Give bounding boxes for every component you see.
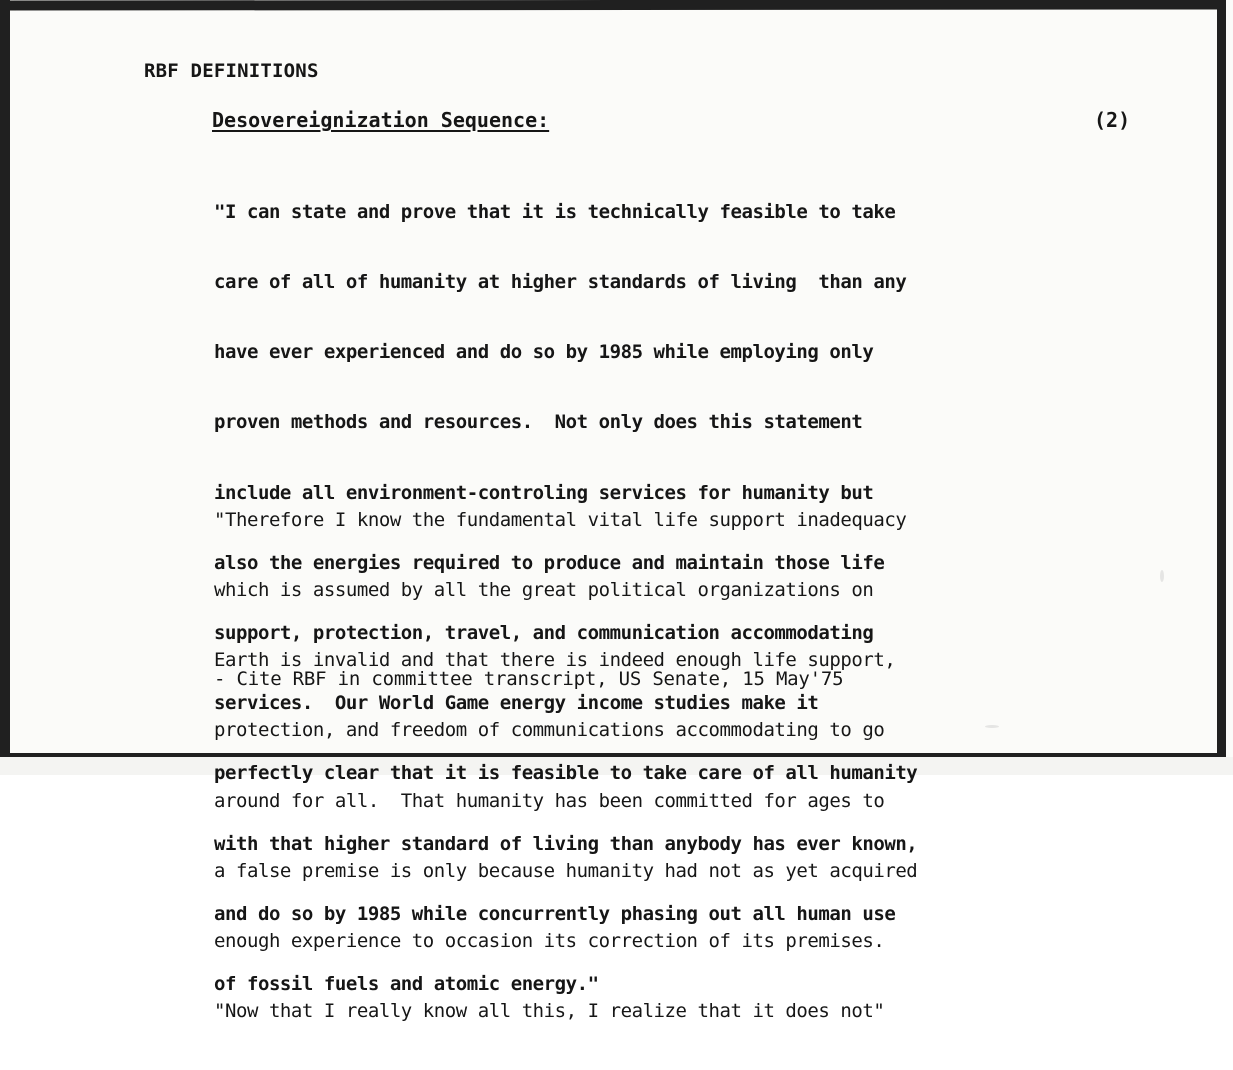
- scan-artifact: [1160, 570, 1164, 582]
- citation-line: - Cite RBF in committee transcript, US Senate, 15 May'75: [214, 668, 844, 690]
- quote-line: with that higher standard of living than anybody has ever known,: [214, 832, 918, 855]
- section-title: Desovereignization Sequence:: [212, 108, 550, 132]
- quote-line: "I can state and prove that it is technically feasible to take: [214, 200, 896, 223]
- frame-right-border: [1217, 6, 1226, 771]
- scan-artifact: [985, 725, 999, 728]
- quote-line: perfectly clear that it is feasible to take care of all humanity: [214, 762, 918, 785]
- quote-line: also the energies required to produce and maintain those life: [214, 551, 885, 574]
- quote-paragraph-2: [214, 462, 917, 1070]
- quote-line: care of all of humanity at higher standards of living than any: [214, 271, 907, 294]
- quote-line: enough experience to occasion its correction of its premises.: [214, 930, 885, 953]
- frame-left-border: [0, 0, 10, 760]
- quote-line: include all environment-controling services for humanity but: [214, 481, 874, 504]
- frame-top-border: [0, 0, 1226, 11]
- quote-line: protection, and freedom of communications accommodating to go: [214, 719, 885, 742]
- quote-line: and do so by 1985 while concurrently phasing out all human use: [214, 902, 896, 925]
- page-number: (2): [1094, 108, 1131, 132]
- quote-line: around for all. That humanity has been committed for ages to: [214, 789, 885, 812]
- quote-line: services. Our World Game energy income studies make it: [214, 692, 819, 715]
- quote-line: "Therefore I know the fundamental vital life support inadequacy: [214, 508, 907, 531]
- quote-line: of fossil fuels and atomic energy.": [214, 973, 599, 996]
- document-heading: RBF DEFINITIONS: [144, 60, 319, 82]
- quote-line: a false premise is only because humanity had not as yet acquired: [214, 859, 918, 882]
- quote-line: Earth is invalid and that there is indeed enough life support,: [214, 649, 896, 672]
- quote-line: which is assumed by all the great political organizations on: [214, 579, 874, 602]
- quote-line: proven methods and resources. Not only does this statement: [214, 411, 863, 434]
- quote-line: have ever experienced and do so by 1985 while employing only: [214, 341, 874, 364]
- quote-line: support, protection, travel, and communication accommodating: [214, 622, 874, 645]
- quote-line: "Now that I really know all this, I realize that it does not": [214, 1000, 885, 1023]
